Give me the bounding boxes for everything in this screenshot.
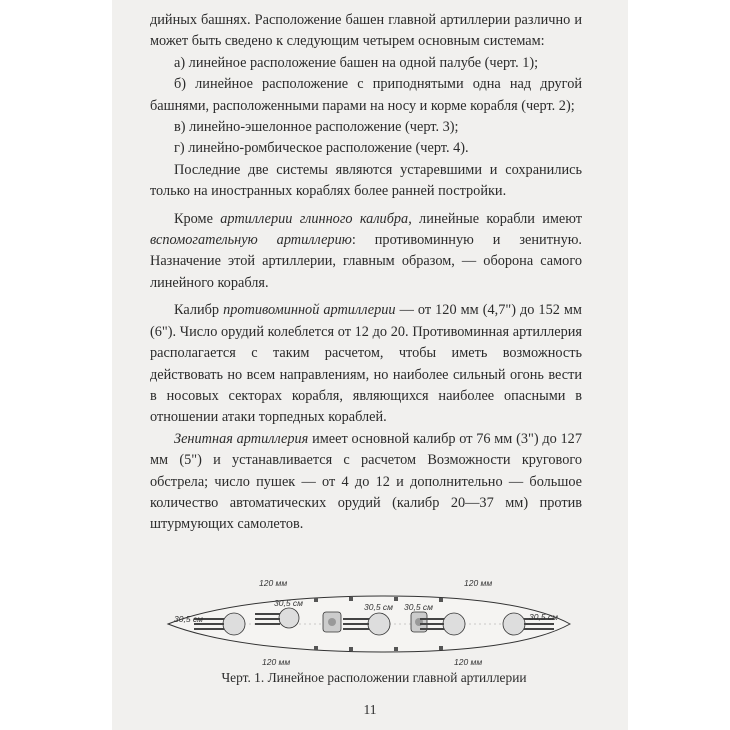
page-number: 11 — [363, 702, 377, 717]
paragraph-intro: дийных башнях. Расположение башен главной артиллерии различно и может быть сведено к следующим четырем основным системам: — [150, 12, 582, 50]
paragraph-anti-torpedo: Калибр противоминной артиллерии — от 120 мм (4,7") до 152 мм (6"). Число орудий колеблется от 12 до 20. Противоминная артиллерия располагается с таким расчетом, чтобы иметь возможность действовать но всем направлениям, но наиболее сильный огонь вести в носовых секторах корабля, являющихся наиболее опасными в отношении атаки торпедных кораблей. — [150, 302, 582, 426]
funnel-1 — [323, 612, 341, 632]
label-bottom-left-120: 120 мм — [262, 657, 291, 667]
paragraph-auxiliary: Кроме артиллерии глинного калибра, линейные корабли имеют вспомогательную артиллерию: противоминную и зенитную. Назначение этой артиллерии, главным образом, — оборона самого линейного корабля. — [150, 210, 583, 291]
book-page — [112, 0, 628, 730]
list-item-a: а) линейное расположение башен на одной палубе (черт. 1); — [174, 54, 539, 71]
list-item-b: б) линейное расположение с приподнятыми одна над другой башнями, расположенными парами на носу и корме корабля (черт. 2); — [150, 76, 582, 114]
list-item-c: в) линейно-эшелонное расположение (черт. 3); — [174, 119, 459, 136]
label-turret-2: 30,5 см — [274, 598, 303, 608]
label-top-right-120: 120 мм — [464, 578, 493, 588]
label-turret-5: 30,5 см — [529, 612, 558, 622]
label-turret-3: 30,5 см — [364, 602, 393, 612]
label-bottom-right-120: 120 мм — [454, 657, 483, 667]
figure-caption: Черт. 1. Линейное расположении главной артиллерии — [221, 670, 527, 685]
paragraph-obsolete: Последние две системы являются устаревшими и сохранились только на иностранных кораблях более ранней постройки. — [150, 161, 582, 200]
ship-diagram — [164, 576, 574, 668]
body-text — [150, 10, 582, 536]
paragraph-anti-aircraft: Зенитная артиллерия имеет основной калибр от 76 мм (3") до 127 мм (5") и устанавливается с расчетом Возможности кругового обстрела; число пушек — от 4 до 12 и дополнительно — большое количество автоматических орудий (калибр 20—37 мм) против штурмующих самолетов. — [150, 430, 582, 533]
label-top-left-120: 120 мм — [259, 578, 288, 588]
label-turret-1: 30,5 см — [174, 614, 203, 624]
list-item-d: г) линейно-ромбическое расположение (черт. 4). — [174, 140, 469, 157]
label-turret-4: 30,5 см — [404, 602, 433, 612]
